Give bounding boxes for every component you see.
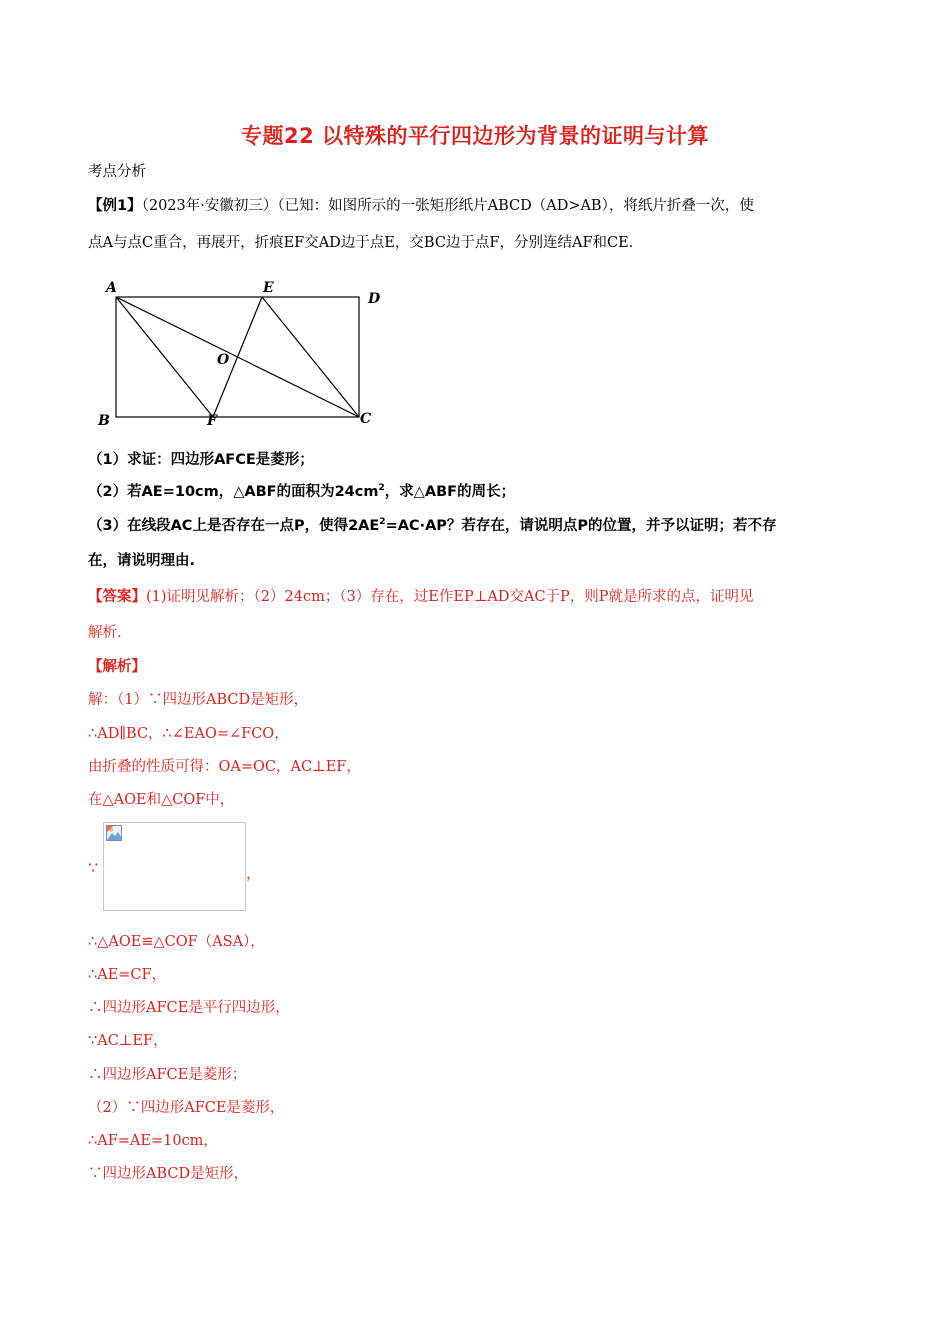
analysis-tag: 【解析】 xyxy=(88,659,146,675)
question-3-part-b: =AC·AP？若存在，请说明点P的位置，并予以证明；若不存 xyxy=(385,518,777,534)
example-source: （2023年·安徽初三）（已知：如图所示的一张矩形纸片ABCD（AD>AB），将纸片折叠一次，使 xyxy=(141,198,754,214)
rectangle-figure xyxy=(96,278,391,428)
analysis-line: 解：（1）∵四边形ABCD是矩形， xyxy=(88,692,309,708)
analysis-line: ∴AE=CF， xyxy=(88,967,167,983)
answer-text: (1)证明见解析；（2）24cm；（3）存在，过E作EP⊥AD交AC于P，则P就是所求的点，证明见 xyxy=(146,589,754,605)
label-d: D xyxy=(368,291,381,307)
label-o: O xyxy=(217,352,230,368)
label-b: B xyxy=(98,413,110,428)
example-line-1 xyxy=(88,196,868,216)
analysis-line: （2）∵四边形AFCE是菱形， xyxy=(88,1100,285,1116)
analysis-line: 由折叠的性质可得：OA=OC，AC⊥EF， xyxy=(88,759,361,775)
analysis-line: 在△AOE和△COF中， xyxy=(88,792,235,808)
answer-tag: 【答案】 xyxy=(88,589,146,605)
broken-image-icon xyxy=(106,825,122,841)
answer-line-2: 解析. xyxy=(88,625,122,641)
example-tag: 【例1】 xyxy=(88,198,142,214)
analysis-line: ∵AC⊥EF， xyxy=(88,1033,168,1049)
analysis-line: ∴AD∥BC，∴∠EAO=∠FCO， xyxy=(88,726,289,742)
analysis-line: ∵四边形ABCD是矩形， xyxy=(88,1166,249,1182)
because-symbol: ∵ xyxy=(88,858,99,877)
broken-image-placeholder xyxy=(103,822,246,911)
section-label: 考点分析 xyxy=(88,164,146,180)
label-f: F xyxy=(207,413,217,428)
question-2 xyxy=(88,482,868,502)
answer-line-1 xyxy=(88,587,868,607)
trailing-comma: ， xyxy=(246,864,262,882)
label-c: C xyxy=(360,411,372,427)
label-e: E xyxy=(263,280,274,296)
question-3 xyxy=(88,516,868,536)
segment-ec xyxy=(262,297,359,417)
label-a: A xyxy=(106,280,117,296)
analysis-line: ∴△AOE≌△COF（ASA）， xyxy=(88,934,265,950)
example-line-2: 点A与点C重合，再展开，折痕EF交AD边于点E，交BC边于点F，分别连结AF和CE. xyxy=(88,235,634,251)
question-3-part-a: （3）在线段AC上是否存在一点P，使得2AE xyxy=(88,518,380,534)
question-2-part-a: （2）若AE=10cm，△ABF的面积为24cm xyxy=(88,484,379,500)
question-3-sup: 2 xyxy=(379,517,386,528)
question-2-part-b: ，求△ABF的周长； xyxy=(384,484,516,500)
page-title: 专题22 以特殊的平行四边形为背景的证明与计算 xyxy=(240,124,710,148)
question-2-sup: 2 xyxy=(378,483,385,494)
analysis-line: ∴AF=AE=10cm， xyxy=(88,1133,218,1149)
segment-af xyxy=(116,297,213,417)
question-3-line-2: 在，请说明理由. xyxy=(88,553,196,569)
analysis-line: ∴四边形AFCE是平行四边形， xyxy=(88,1000,290,1016)
analysis-line: ∴四边形AFCE是菱形； xyxy=(88,1067,247,1083)
question-1: （1）求证：四边形AFCE是菱形； xyxy=(88,452,314,468)
